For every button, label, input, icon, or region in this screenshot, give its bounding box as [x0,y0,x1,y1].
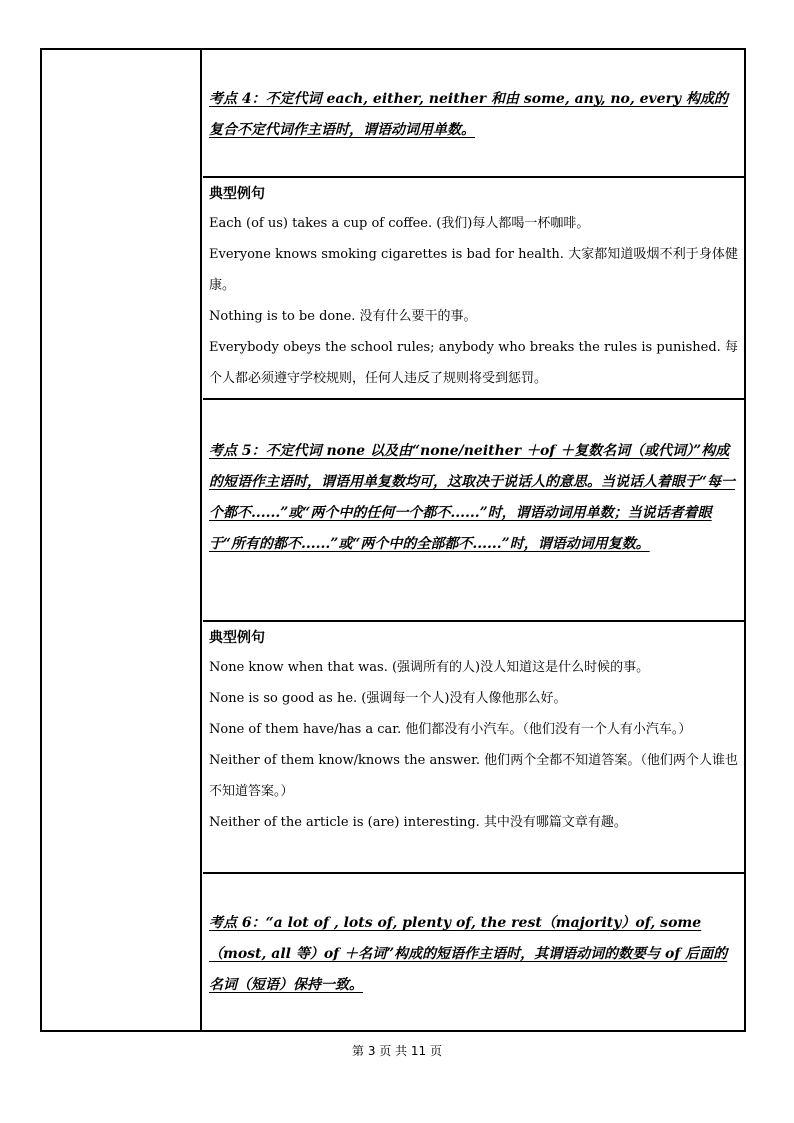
right-column [203,50,744,1030]
example-cell-1 [203,178,744,400]
example-sentence: Neither of them know/knows the answer. 他们两个全都不知道答案。（他们两个人谁也不知道答案。） [209,753,738,799]
example-sentence: None know when that was. (强调所有的人)没人知道这是什么时候的事。 [209,660,650,675]
example-sentence: None of them have/has a car. 他们都没有小汽车。（他们没有一个人有小汽车。） [209,722,692,737]
example-sentence: Neither of the article is (are) interesting. 其中没有哪篇文章有趣。 [209,815,627,830]
example-sentence: Each (of us) takes a cup of coffee. (我们)每人都喝一杯咖啡。 [209,216,590,231]
example-sentence: Everyone knows smoking cigarettes is bad for health. 大家都知道吸烟不利于身体健康。 [209,247,738,293]
point-5-text: 考点 5：不定代词 none 以及由“none/neither ＋of ＋复数名词（或代词）”构成的短语作主语时，谓语用单复数均可，这取决于说话人的意思。当说话人着眼于“每一个都不......”或“两个中的任何一个都不......”时，谓语动词用单数；当说话者着眼于“所有的都不......”或“两个中的全部都不......”时，谓语动词用复数。 [209,443,736,552]
left-column [42,50,202,1030]
point-6-text: 考点 6：“a lot of , lots of, plenty of, the rest（majority）of, some（most, all 等）of ＋名词”构成的短语作主语时，其谓语动词的数要与 of 后面的名词（短语）保持一致。 [209,915,728,993]
example-heading-1: 典型例句 [209,186,265,202]
example-sentence: None is so good as he. (强调每一个人)没有人像他那么好。 [209,691,567,706]
point-6-cell [203,874,744,1032]
example-sentence: Nothing is to be done. 没有什么要干的事。 [209,309,477,324]
point-4-cell [203,50,744,178]
point-4-text: 考点 4：不定代词 each, either, neither 和由 some, any, no, every 构成的复合不定代词作主语时，谓语动词用单数。 [209,91,728,138]
point-5-cell [203,400,744,622]
example-sentence: Everybody obeys the school rules; anybody who breaks the rules is punished. 每个人都必须遵守学校规则，任何人违反了规则将受到惩罚。 [209,340,738,386]
example-heading-2: 典型例句 [209,630,265,646]
content-table [40,48,746,1032]
page-footer: 第 3 页 共 11 页 [352,1044,442,1058]
example-cell-2 [203,622,744,874]
